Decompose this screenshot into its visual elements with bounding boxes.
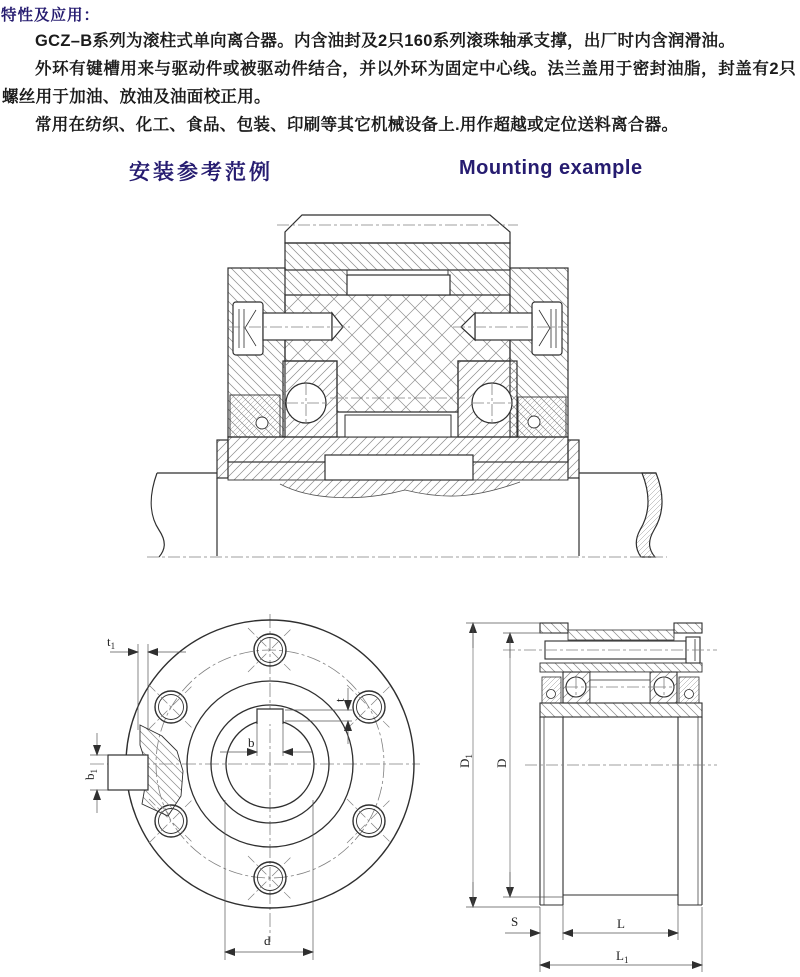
mounting-example-drawing: [145, 200, 670, 595]
front-view-drawing: [80, 608, 425, 977]
dim-label-outer-diameter: D: [494, 758, 509, 768]
cap-screw-left: [233, 302, 263, 355]
driven-hub-cap: [285, 215, 510, 243]
hub-collar-left: [217, 440, 228, 478]
dim-label-bore-diameter: d: [264, 933, 271, 948]
intro-section: [0, 0, 798, 139]
flange-tab-right: [674, 623, 702, 633]
cap-screw-right: [532, 302, 562, 355]
dim-label-outer-key-width: $b_1$: [82, 769, 99, 780]
outer-keyway-notch: [108, 755, 148, 790]
oil-seal-right: [518, 397, 566, 437]
oil-seal-left: [230, 395, 280, 437]
shaft-key: [325, 455, 473, 480]
outer-ring-section: [540, 703, 702, 717]
intro-paragraph-3: 常用在纺织、化工、食品、包装、印刷等其它机械设备上.用作超越或定位送料离合器。: [35, 116, 679, 134]
dim-label-offset: S: [511, 914, 519, 929]
dimension-lines: [90, 644, 352, 960]
inner-spacer: [345, 415, 451, 437]
dim-label-flange-diameter: $D_1$: [457, 754, 474, 768]
shaft-break-left: [151, 473, 164, 557]
dim-label-length: L: [617, 916, 625, 931]
shaft-break-right: [636, 473, 662, 557]
dim-label-overall-length: $L_1$: [616, 948, 629, 965]
flange-tab-left: [540, 623, 568, 633]
heading-en: Mounting example: [459, 157, 643, 179]
figure-headings: [0, 156, 800, 186]
dim-label-outer-key-depth: $t_1$: [107, 634, 116, 651]
heading-zh: 安装参考范例: [129, 161, 273, 184]
dim-label-bore-key-depth: t: [332, 698, 347, 702]
dim-label-bore-key-width: b: [248, 735, 255, 750]
intro-paragraph-1: GCZ–B系列为滚柱式单向离合器。内含油封及2只160系列滚珠轴承支撑，出厂时内含润滑油。: [35, 32, 736, 50]
hub-collar-right: [568, 440, 579, 478]
hub-key: [347, 275, 450, 295]
section-title: 特性及应用：: [1, 7, 101, 24]
intro-paragraph-2: 外环有键槽用来与驱动件或被驱动件结合，并以外环为固定中心线。法兰盖用于密封油脂，封盖有2只螺丝用于加油、放油及油面校正用。: [2, 60, 796, 106]
side-view-drawing: [455, 608, 720, 977]
bore-keyway: [257, 709, 283, 724]
